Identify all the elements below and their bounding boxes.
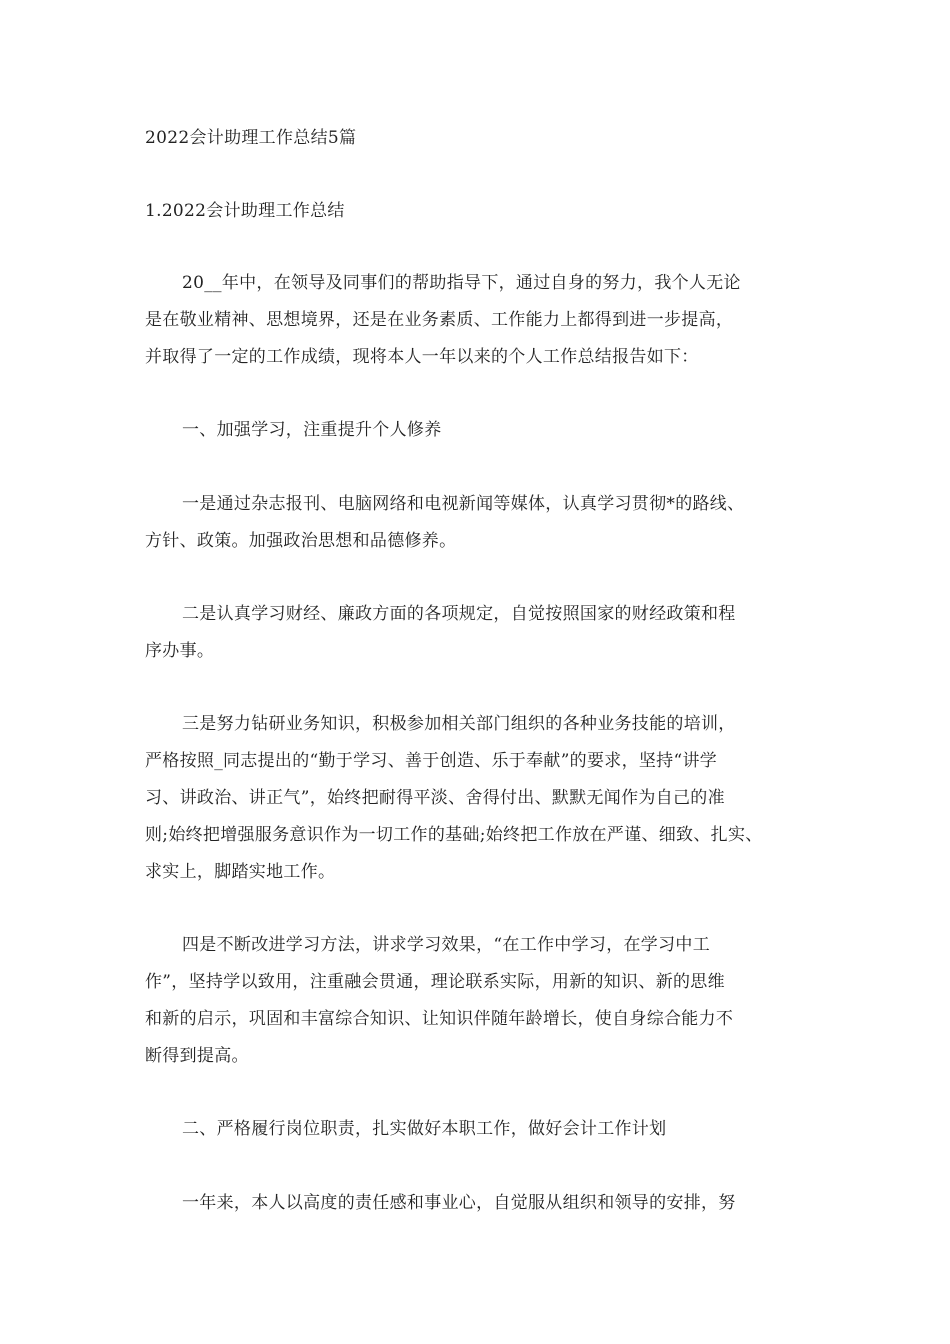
paragraph-line: 断得到提高。	[145, 1046, 249, 1066]
document-title: 2022会计助理工作总结5篇	[145, 128, 357, 148]
heading-two: 二、严格履行岗位职责，扎实做好本职工作，做好会计工作计划	[182, 1119, 667, 1139]
paragraph-line: 求实上，脚踏实地工作。	[145, 862, 336, 882]
paragraph-line: 20__年中，在领导及同事们的帮助指导下，通过自身的努力，我个人无论	[182, 273, 741, 293]
paragraph-line: 序办事。	[145, 641, 215, 661]
paragraph-line: 四是不断改进学习方法，讲求学习效果，“在工作中学习，在学习中工	[182, 935, 710, 955]
paragraph-line: 二是认真学习财经、廉政方面的各项规定，自觉按照国家的财经政策和程	[182, 604, 736, 624]
section-title: 1.2022会计助理工作总结	[145, 201, 345, 221]
paragraph-line: 和新的启示，巩固和丰富综合知识、让知识伴随年龄增长，使自身综合能力不	[145, 1009, 734, 1029]
paragraph-line: 作”，坚持学以致用，注重融会贯通，理论联系实际，用新的知识、新的思维	[145, 972, 725, 992]
paragraph-line: 一年来，本人以高度的责任感和事业心，自觉服从组织和领导的安排，努	[182, 1193, 736, 1213]
paragraph-line: 一是通过杂志报刊、电脑网络和电视新闻等媒体，认真学习贯彻*的路线、	[182, 494, 745, 514]
paragraph-line: 方针、政策。加强政治思想和品德修养。	[145, 531, 457, 551]
heading-one: 一、加强学习，注重提升个人修养	[182, 420, 442, 440]
paragraph-line: 习、讲政治、讲正气”，始终把耐得平淡、舍得付出、默默无闻作为自己的准	[145, 788, 725, 808]
paragraph-line: 三是努力钻研业务知识，积极参加相关部门组织的各种业务技能的培训，	[182, 714, 736, 734]
paragraph-line: 是在敬业精神、思想境界，还是在业务素质、工作能力上都得到进一步提高，	[145, 310, 734, 330]
paragraph-line: 并取得了一定的工作成绩，现将本人一年以来的个人工作总结报告如下：	[145, 347, 699, 367]
paragraph-line: 则;始终把增强服务意识作为一切工作的基础;始终把工作放在严谨、细致、扎实、	[145, 825, 763, 845]
paragraph-line: 严格按照_同志提出的“勤于学习、善于创造、乐于奉献”的要求，坚持“讲学	[145, 751, 718, 771]
